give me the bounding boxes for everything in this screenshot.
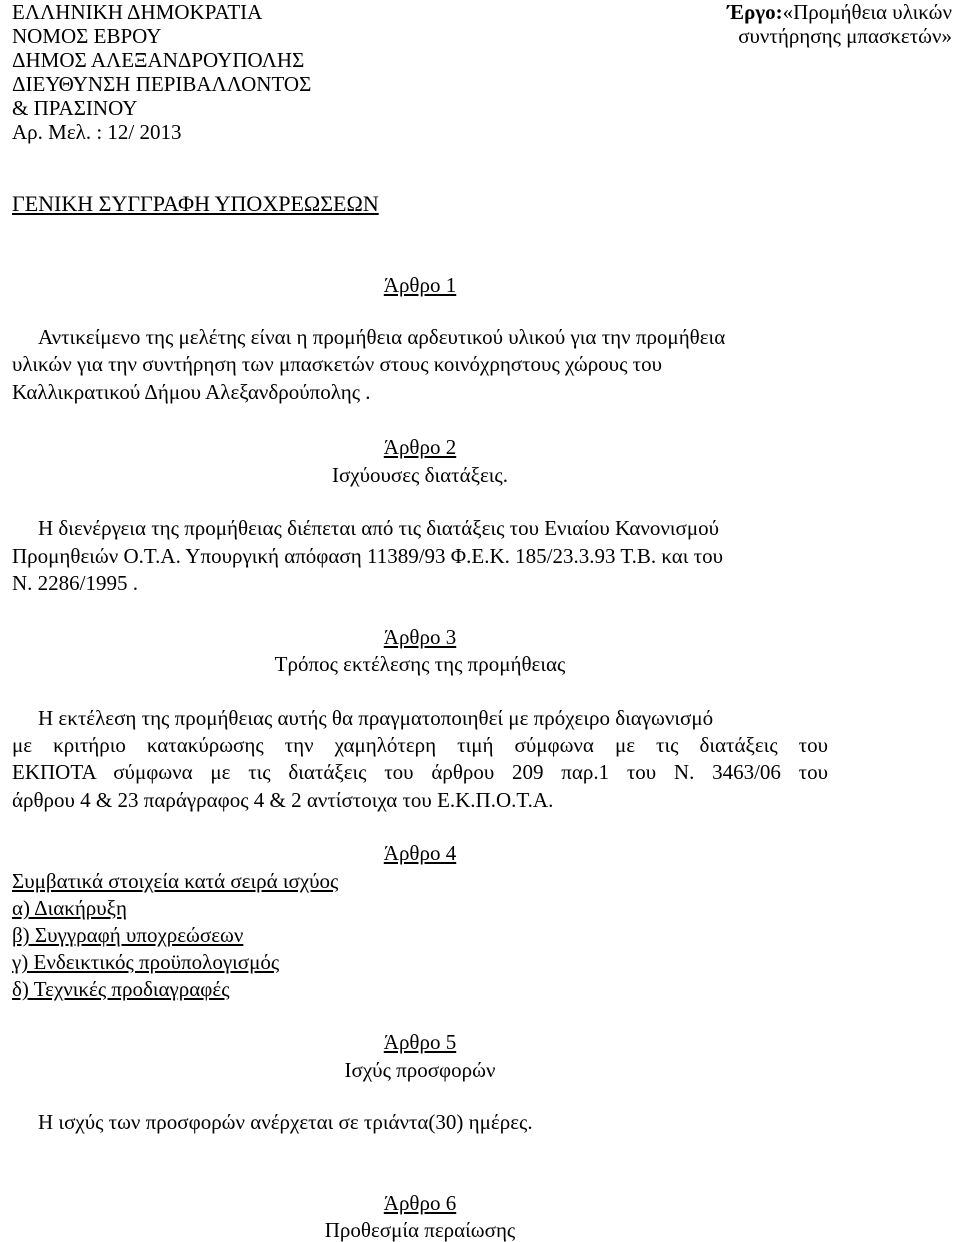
article-4-list-item: γ) Ενδεικτικός προϋπολογισμός [12,950,280,974]
article-5-subtitle: Ισχύς προσφορών [344,1058,496,1082]
article-6-subtitle: Προθεσμία περαίωσης [324,1218,516,1242]
article-2-line: Προμηθειών Ο.Τ.Α. Υπουργική απόφαση 11389/93 Φ.Ε.Κ. 185/23.3.93 Τ.Β. και του [12,544,723,568]
issuer-line: ΝΟΜΟΣ ΕΒΡΟΥ [12,24,162,48]
issuer-line: & ΠΡΑΣΙΝΟΥ [12,96,138,120]
article-1-title: Άρθρο 1 [383,273,457,297]
article-4-list-item: β) Συγγραφή υποχρεώσεων [12,923,244,947]
article-4-title: Άρθρο 4 [383,841,457,865]
project-block [727,0,952,48]
document-title: ΓΕΝΙΚΗ ΣΥΓΓΡΑΦΗ ΥΠΟΧΡΕΩΣΕΩΝ [12,191,379,216]
article-2-subtitle: Ισχύουσες διατάξεις. [331,463,509,487]
article-1-line: υλικών για την συντήρηση των μπασκετών στους κοινόχρηστους χώρους του [12,352,662,376]
issuer-line: ΔΙΕΥΘΥΝΣΗ ΠΕΡΙΒΑΛΛΟΝΤΟΣ [12,72,312,96]
article-2-line: Η διενέργεια της προμήθειας διέπεται από τις διατάξεις του Ενιαίου Κανονισμού [38,516,720,540]
article-1-line: Καλλικρατικού Δήμου Αλεξανδρούπολης . [12,380,371,404]
article-5-text: Η ισχύς των προσφορών ανέρχεται σε τριάντα(30) ημέρες. [38,1110,533,1134]
article-2-line: Ν. 2286/1995 . [12,571,138,595]
article-3-line: ΕΚΠΟΤΑ σύμφωνα με τις διατάξεις του άρθρου 209 παρ.1 του Ν. 3463/06 του [12,760,828,784]
issuer-block [12,0,311,144]
issuer-line: ΕΛΛΗΝΙΚΗ ΔΗΜΟΚΡΑΤΙΑ [12,0,263,24]
issuer-line: ΔΗΜΟΣ ΑΛΕΞΑΝΔΡΟΥΠΟΛΗΣ [12,48,305,72]
article-3-line: με κριτήριο κατακύρωσης την χαμηλότερη τιμή σύμφωνα με τις διατάξεις του [12,733,828,757]
project-name-part1: «Προμήθεια υλικών [782,0,952,24]
study-number: Αρ. Μελ. : 12/ 2013 [12,120,182,144]
article-4-list-item: α) Διακήρυξη [12,896,128,920]
article-4-list-heading: Συμβατικά στοιχεία κατά σειρά ισχύος [12,869,339,893]
article-3-line: Η εκτέλεση της προμήθειας αυτής θα πραγματοποιηθεί με πρόχειρο διαγωνισμό [38,706,714,730]
project-title-line1 [727,0,952,24]
article-1-line: Αντικείμενο της μελέτης είναι η προμήθεια αρδευτικού υλικού για την προμήθεια [38,325,726,349]
article-3-title: Άρθρο 3 [383,625,457,649]
project-name-part2: συντήρησης μπασκετών» [738,24,952,48]
article-3-subtitle: Τρόπος εκτέλεσης της προμήθειας [274,652,566,676]
project-label: Έργο: [727,0,783,24]
article-4-list-item: δ) Τεχνικές προδιαγραφές [12,977,230,1001]
article-6-title: Άρθρο 6 [383,1191,457,1215]
article-3-line: άρθρου 4 & 23 παράγραφος 4 & 2 αντίστοιχα του Ε.Κ.Π.Ο.Τ.Α. [12,788,554,812]
article-5-title: Άρθρο 5 [383,1030,457,1054]
article-2-title: Άρθρο 2 [383,435,457,459]
